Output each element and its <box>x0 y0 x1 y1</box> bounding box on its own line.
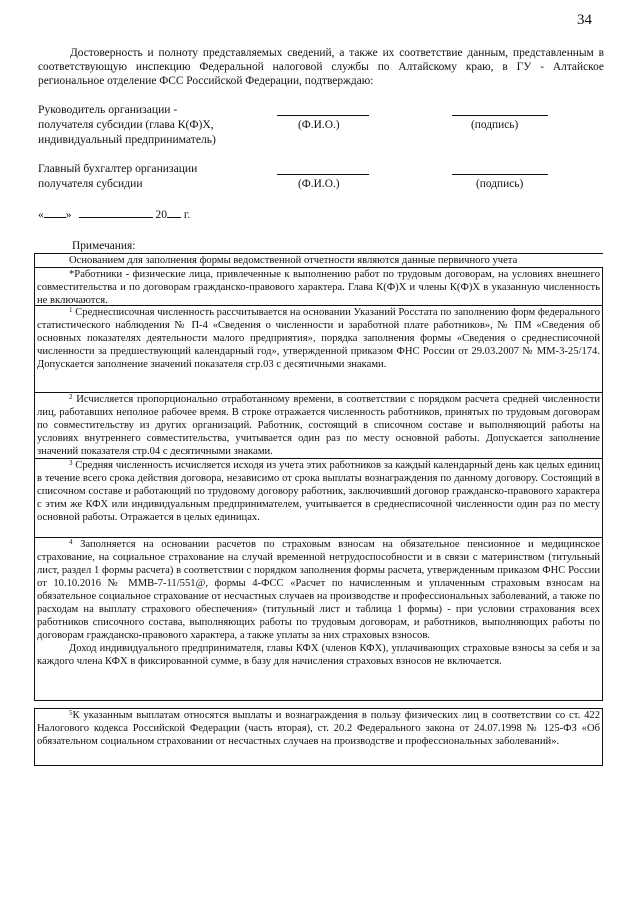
footnote-3-text: Средняя численность исчисляется исходя из учета этих работников за каждый календарный день как целых единиц в течение всего срока действия договора, независимо от срока выплаты вознаграждения по данному договору. Состоящий в списочном составе и работающий по трудовому договору работник, заключивший договор гражданско-правового характера с этим же КФХ или индивидуальным предпринимателем, учитывается в среднесписочной численности один раз по месту основной работы. Отражается в целых единицах. <box>37 460 600 523</box>
footnote-5-paragraph <box>37 709 600 748</box>
date-year-suffix: г. <box>183 208 191 221</box>
head-name-line <box>277 115 369 116</box>
footnote-5-box <box>34 708 603 766</box>
footnote-4-box <box>34 537 603 701</box>
footnote-2-mark: 2 <box>69 393 73 401</box>
head-signature-line <box>452 115 548 116</box>
accountant-label-line2: получателя субсидии <box>38 177 143 190</box>
footnote-3-paragraph <box>37 459 600 524</box>
date-year-blank <box>167 206 181 218</box>
notes-title: Примечания: <box>72 240 136 252</box>
footnote-3-mark: 3 <box>69 459 73 467</box>
note-workers-box <box>34 267 603 306</box>
footnote-5-mark: 5 <box>69 709 73 717</box>
head-label-line2: получателя субсидии (глава К(Ф)Х, <box>38 118 214 131</box>
accountant-signature-line <box>452 174 548 175</box>
footnote-3-box <box>34 458 603 538</box>
footnote-4-mark: 4 <box>69 538 73 546</box>
footnote-1-text: Среднесписочная численность рассчитывается на основании Указаний Росстата по заполнению форм федерального статистического наблюдения № П-4 «Сведения о численности и заработной плате работников», № ПМ «Сведения об основных показателях деятельности малого предприятия», порядка заполнения формы «Сведения о среднесписочной численности за предшествующий календарный год», утвержденной приказом ФНС России от 29.03.2007 № ММ-3-25/174. Допускается заполнение значений показателя стр.03 с десятичными знаками. <box>37 307 600 370</box>
footnote-1-paragraph <box>37 306 600 371</box>
footnote-2-paragraph <box>37 393 600 458</box>
date-day-blank <box>44 206 66 218</box>
accountant-name-caption: (Ф.И.О.) <box>298 178 340 190</box>
footnote-5-text: К указанным выплатам относятся выплаты и вознаграждения в пользу физических лиц в соответствии со ст. 422 Налогового кодекса Российской Федерации (часть вторая), ст. 20.2 Федерального закона от 24.07.1998 № 125-ФЗ «Об обязательном социальном страховании от несчастных случаев на производстве и профессиональных заболеваний». <box>37 710 600 747</box>
accountant-label-line1: Главный бухгалтер организации <box>38 162 198 175</box>
accountant-name-line <box>277 174 369 175</box>
footnote-1-mark: 1 <box>69 306 73 314</box>
date-close-quote: » <box>65 208 72 221</box>
date-month-blank <box>79 206 153 218</box>
head-label-line1: Руководитель организации - <box>38 103 178 116</box>
head-signature-caption: (подпись) <box>471 119 519 131</box>
confirmation-paragraph: Достоверность и полноту представляемых сведений, а также их соответствие данным, представленным в соответствующую инспекцию Федеральной налоговой службы по Алтайскому краю, в ГУ - Алтайское региональное отделение ФСС Российской Федерации, подтверждаю: <box>38 47 604 87</box>
accountant-signature-caption: (подпись) <box>476 178 524 190</box>
footnote-4-text-b: Доход индивидуального предпринимателя, главы КФХ (членов КФХ), уплачивающих страховые взносы за себя и за каждого члена КФХ в фиксированной сумме, в базу для начисления страховых взносов не включается. <box>37 643 600 667</box>
note-workers-text: *Работники - физические лица, привлеченные к выполнению работ по трудовым договорам, на условиях внешнего совместительства и по договорам гражданско-правового характера. Глава К(Ф)Х и члены К(Ф)Х в указанную численность не включаются. <box>37 269 600 306</box>
date-row <box>38 206 190 221</box>
footnote-2-text: Исчисляется пропорционально отработанному времени, в соответствии с порядком расчета средней численности лиц, работавших неполное рабочее время. В строке отражается численность работников, принятых по трудовым договорам по совместительству из других организаций. Работник, состоящий в списочном составе и выполняющий работы на условиях внутреннего совместительства, учитывается один раз по месту основной работы. Допускается заполнение значений показателя стр.04 с десятичными знаками. <box>37 394 600 457</box>
footnote-2-box <box>34 392 603 459</box>
head-label-line3: индивидуальный предприниматель) <box>38 133 216 146</box>
footnote-4-text-a: Заполняется на основании расчетов по страховым взносам на обязательное пенсионное и медицинское страхование, на социальное страхование на случай временной нетрудоспособности и в связи с материнством (титульный лист, раздел 1 формы расчета) в соответствии с порядком заполнения формы расчета, утвержденным приказом ФНС России от 10.10.2016 № ММВ-7-11/551@, формы 4-ФСС «Расчет по начисленным и уплаченным страховым взносам на обязательное социальное страхование от несчастных случаев на производстве и профессиональных заболеваний, а также по расходам на выплату страхового обеспечения» (титульный лист и таблица 1 формы) - при условии страхования всех работников списочного состава, выполняющих работы по трудовым договорам, и работников, выполняющих работы по договорам гражданско-правового характера, а также уплаты за них страховых взносов. <box>37 539 600 641</box>
note-basis-text: Основанием для заполнения формы ведомственной отчетности являются данные первичного учета <box>69 255 518 266</box>
date-year-prefix: 20 <box>155 208 167 221</box>
note-basis-box <box>34 253 603 268</box>
footnote-4-paragraph-a <box>37 538 600 642</box>
footnote-1-box <box>34 305 603 393</box>
date-open-quote: « <box>38 208 44 221</box>
head-name-caption: (Ф.И.О.) <box>298 119 340 131</box>
page-number: 34 <box>577 12 592 28</box>
